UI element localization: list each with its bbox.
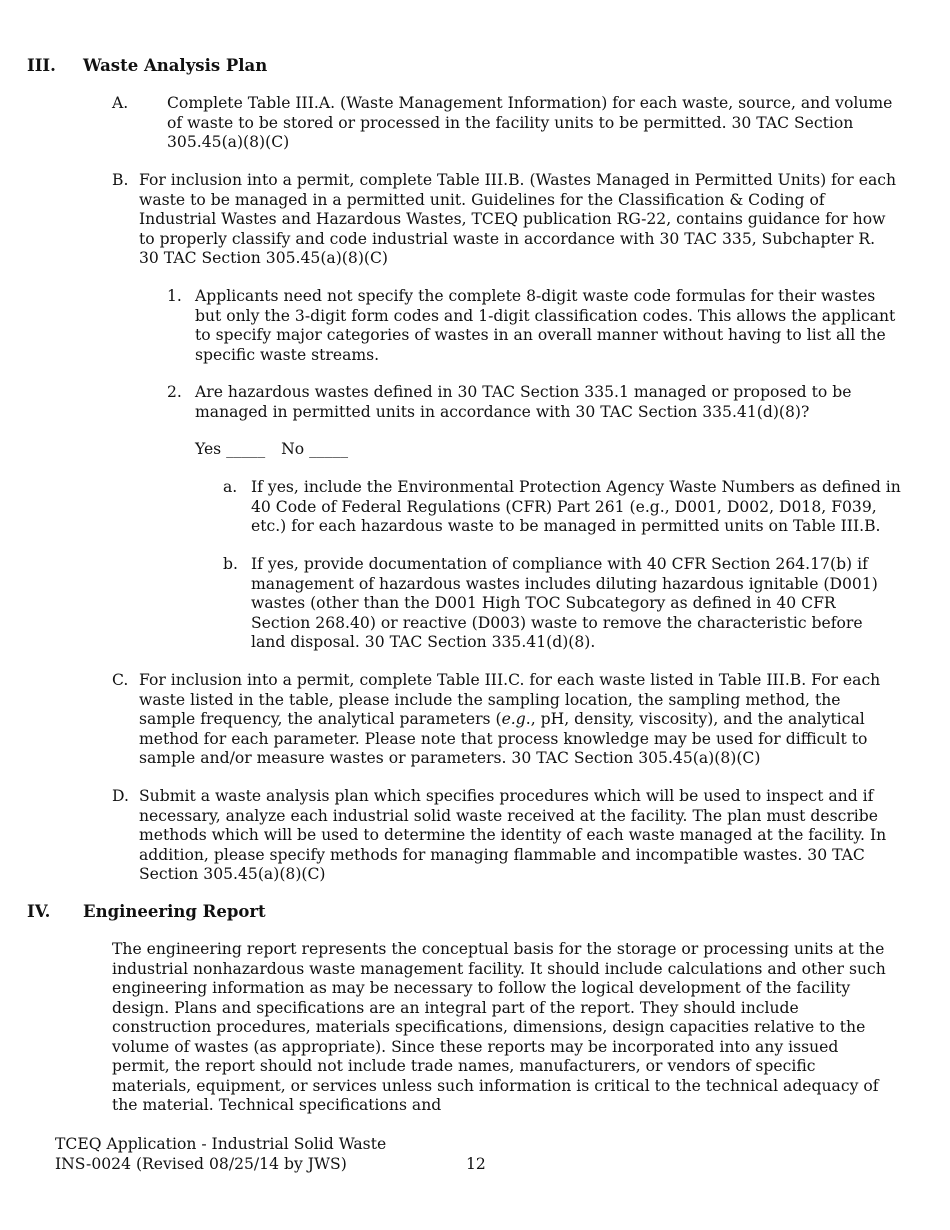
yes-label: Yes <box>195 440 222 458</box>
no-blank[interactable]: _____ <box>309 440 349 458</box>
section-4-number: IV. <box>27 902 51 921</box>
item-d-label: D. <box>112 787 129 805</box>
item-b2b-text: If yes, provide documentation of compliance with 40 CFR Section 264.17(b) if management of hazardous wastes includes diluting hazardous ignitable (D001) wastes (other than the D001 High TOC Subcategory as defined in 40 CFR Section 268.40) or reactive (D003) waste to remove the characteristic before land disposal. 30 TAC Section 335.41(d)(8). <box>251 555 878 651</box>
item-a-text: Complete Table III.A. (Waste Management Information) for each waste, source, and volume of waste to be stored or processed in the facility units to be permitted. 30 TAC Section 305.45(a)(8)(C) <box>167 94 893 151</box>
item-b2-text: Are hazardous wastes defined in 30 TAC Section 335.1 managed or proposed to be managed in permitted units in accordance with 30 TAC Section 335.41(d)(8)? <box>195 383 852 421</box>
footer <box>55 1135 386 1174</box>
section-4-title: Engineering Report <box>83 902 266 921</box>
item-b-text: For inclusion into a permit, complete Table III.B. (Wastes Managed in Permitted Units) for each waste to be managed in a permitted unit. Guidelines for the Classification & Coding of Industrial Wastes and Hazardous Wastes, TCEQ publication RG-22, contains guidance for how to properly classify and code industrial waste in accordance with 30 TAC 335, Subchapter R. 30 TAC Section 305.45(a)(8)(C) <box>139 171 897 267</box>
item-b2a-label: a. <box>223 478 238 496</box>
footer-line-1: TCEQ Application - Industrial Solid Waste <box>55 1135 387 1153</box>
footer-line-2: INS-0024 (Revised 08/25/14 by JWS) <box>55 1154 347 1173</box>
item-b1-text: Applicants need not specify the complete 8-digit waste code formulas for their wastes but only the 3-digit form codes and 1-digit classification codes. This allows the applicant to specify major categories of wastes in an overall manner without having to list all the specific waste streams. <box>195 287 896 364</box>
item-d-text: Submit a waste analysis plan which specifies procedures which will be used to inspect and if necessary, analyze each industrial solid waste received at the facility. The plan must describe methods which will be used to determine the identity of each waste managed at the facility. In addition, please specify methods for managing flammable and incompatible wastes. 30 TAC Section 305.45(a)(8)(C) <box>139 787 887 883</box>
yes-blank[interactable]: _____ <box>226 440 266 458</box>
item-c-text <box>139 671 897 769</box>
item-c-text-part1: For inclusion into a permit, complete Table III.C. for each waste listed in Table III.B. For each waste listed in the table, please include the sampling location, the sampling method, the sample frequency, the analytical parameters ( <box>139 671 881 728</box>
engineering-report-text: The engineering report represents the conceptual basis for the storage or processing units at the industrial nonhazardous waste management facility. It should include calculations and other such engineering information as may be necessary to follow the logical development of the facility design. Plans and specifications are an integral part of the report. They should include construction procedures, materials specifications, dimensions, design capacities relative to the volume of wastes (as appropriate). Since these reports may be incorporated into any issued permit, the report should not include trade names, manufacturers, or vendors of specific materials, equipment, or services unless such information is critical to the technical adequacy of the material. Technical specifications and <box>112 940 886 1114</box>
page-number: 12 <box>466 1155 486 1173</box>
item-a-label: A. <box>112 94 129 112</box>
section-3-number: III. <box>27 56 56 75</box>
item-b2-label: 2. <box>167 383 182 401</box>
item-b2a-text: If yes, include the Environmental Protection Agency Waste Numbers as defined in 40 Code of Federal Regulations (CFR) Part 261 (e.g., D001, D002, D018, F039, etc.) for each hazardous waste to be managed in permitted units on Table III.B. <box>251 478 901 535</box>
item-b2b-label: b. <box>223 555 238 573</box>
yes-no-field <box>195 440 348 460</box>
item-c-text-italic: e.g <box>501 710 526 728</box>
section-3-title: Waste Analysis Plan <box>83 56 268 75</box>
item-c-text-part2: ., pH, density, viscosity), and the analytical method for each parameter. Please note that process knowledge may be used for difficult to sample and/or measure wastes or parameters. 30 TAC Section 305.45(a)(8)(C) <box>139 710 868 767</box>
item-c-label: C. <box>112 671 129 689</box>
no-label: No <box>281 440 305 458</box>
item-b-label: B. <box>112 171 129 189</box>
item-b1-label: 1. <box>167 287 182 305</box>
